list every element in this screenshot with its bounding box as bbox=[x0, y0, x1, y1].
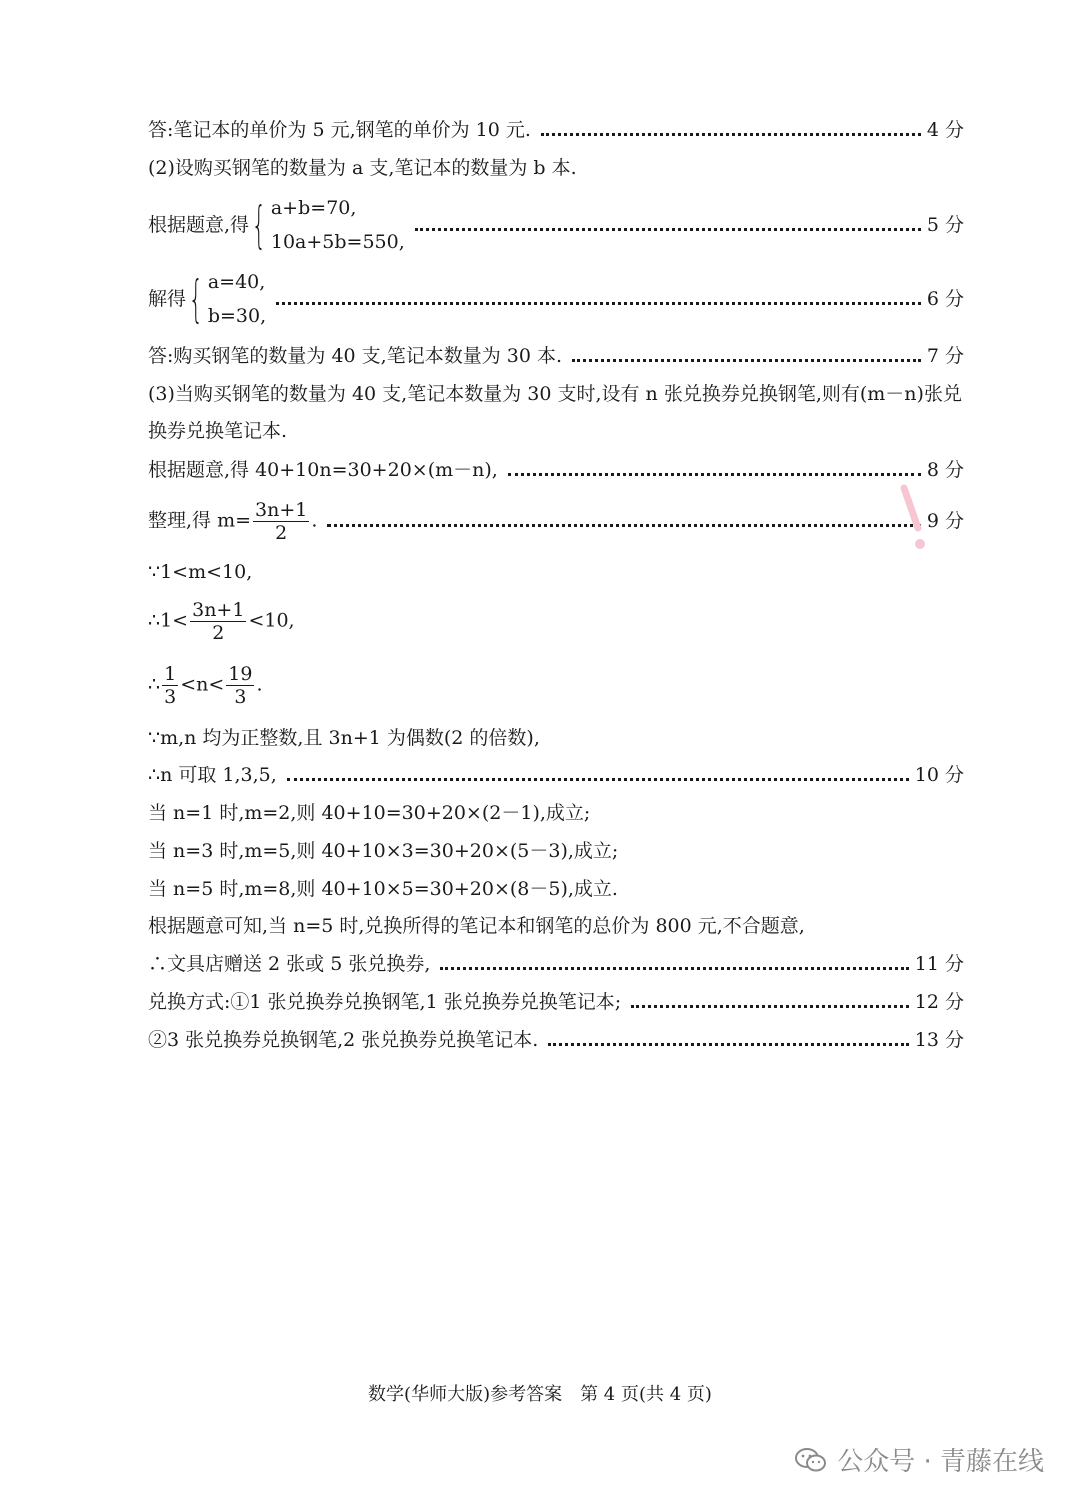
exchange-method-1: 兑换方式:①1 张兑换券兑换钢笔,1 张兑换券兑换笔记本; 12 分 bbox=[148, 991, 964, 1013]
dot-leader bbox=[440, 967, 908, 970]
dot-leader bbox=[631, 1005, 909, 1008]
inequality-line: ∵1<m<10, bbox=[148, 561, 253, 583]
case-n1: 当 n=1 时,m=2,则 40+10=30+20×(2－1),成立; bbox=[148, 802, 591, 824]
wechat-icon bbox=[795, 1447, 827, 1473]
brace-icon: { bbox=[188, 270, 204, 328]
score: 9 分 bbox=[926, 510, 964, 532]
score: 11 分 bbox=[914, 953, 964, 975]
watermark: 公众号 · 青藤在线 bbox=[795, 1441, 1044, 1478]
gift-line: ∴文具店赠送 2 张或 5 张兑换券, 11 分 bbox=[148, 953, 964, 975]
fraction-inequality-line: ∴1< $\frac{3n+1}{2}$ <10, bbox=[148, 598, 295, 644]
simplify-line: 整理,得 m= $\frac{3n+1}{2}$ . 9 分 bbox=[148, 498, 964, 544]
conclusion-line: 根据题意可知,当 n=5 时,兑换所得的笔记本和钢笔的总价为 800 元,不合题意, bbox=[148, 915, 805, 937]
score: 10 分 bbox=[914, 764, 964, 786]
solution-system-line: 解得 { a=40, b=30, 6 分 bbox=[148, 264, 964, 334]
exchange-method-2: ②3 张兑换券兑换钢笔,2 张兑换券兑换笔记本. 13 分 bbox=[148, 1029, 964, 1051]
score: 4 分 bbox=[926, 119, 964, 141]
answer-line-3: 答:购买钢笔的数量为 40 支,笔记本数量为 30 本. 7 分 bbox=[148, 345, 964, 367]
integer-condition-line: ∵m,n 均为正整数,且 3n+1 为偶数(2 的倍数), bbox=[148, 727, 540, 749]
dot-leader bbox=[327, 524, 920, 527]
brace-icon: { bbox=[251, 196, 267, 254]
dot-leader bbox=[572, 359, 921, 362]
solution-system: { a=40, b=30, bbox=[188, 270, 267, 328]
dot-leader bbox=[276, 302, 921, 305]
n-values-line: ∴n 可取 1,3,5, 10 分 bbox=[148, 764, 964, 786]
score: 7 分 bbox=[926, 345, 964, 367]
score: 6 分 bbox=[926, 288, 964, 310]
dot-leader bbox=[508, 473, 921, 476]
fraction: $\frac{3n+1}{2}$ bbox=[192, 598, 245, 644]
score: 5 分 bbox=[926, 214, 964, 236]
score: 8 分 bbox=[926, 459, 964, 481]
fraction: $\frac{1}{3}$ bbox=[164, 662, 177, 708]
answer-line-2: (2)设购买钢笔的数量为 a 支,笔记本的数量为 b 本. bbox=[148, 157, 577, 179]
dot-leader bbox=[541, 133, 921, 136]
score: 13 分 bbox=[914, 1029, 964, 1051]
equation-system-line: 根据题意,得 { a+b=70, 10a+5b=550, 5 分 bbox=[148, 190, 964, 260]
part-3-intro: (3)当购买钢笔的数量为 40 支,笔记本数量为 30 支时,设有 n 张兑换券兑换钢笔,则有(m－n)张兑换券兑换笔记本. bbox=[148, 383, 962, 442]
dot-leader bbox=[548, 1043, 908, 1046]
page-footer: 数学(华师大版)参考答案 第 4 页(共 4 页) bbox=[368, 1384, 712, 1405]
equation-system: { a+b=70, 10a+5b=550, bbox=[251, 196, 405, 254]
answer-line-1: 答:笔记本的单价为 5 元,钢笔的单价为 10 元. 4 分 bbox=[148, 119, 964, 141]
score: 12 分 bbox=[914, 991, 964, 1013]
fraction: $\frac{19}{3}$ bbox=[228, 662, 253, 708]
n-range-line: ∴ $\frac{1}{3}$ <n< $\frac{19}{3}$ . bbox=[148, 662, 263, 708]
dot-leader bbox=[415, 228, 921, 231]
case-n3: 当 n=3 时,m=5,则 40+10×3=30+20×(5－3),成立; bbox=[148, 840, 619, 862]
fraction: $\frac{3n+1}{2}$ bbox=[255, 498, 308, 544]
dot-leader bbox=[287, 778, 909, 781]
equation-line: 根据题意,得 40+10n=30+20×(m－n), 8 分 bbox=[148, 459, 964, 481]
pink-mark-icon bbox=[898, 484, 928, 554]
case-n5: 当 n=5 时,m=8,则 40+10×5=30+20×(8－5),成立. bbox=[148, 878, 618, 900]
